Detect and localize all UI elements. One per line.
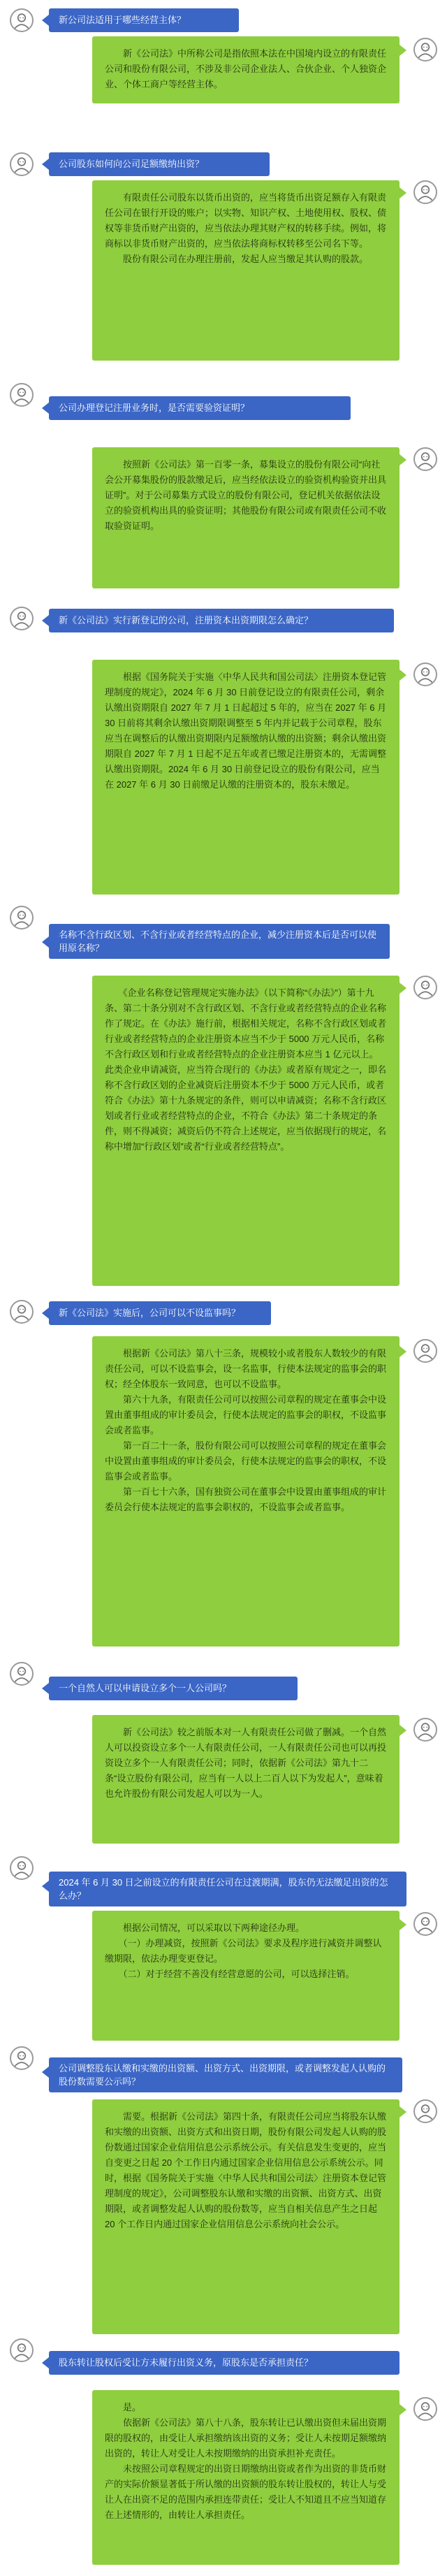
question-tail <box>42 1683 49 1694</box>
answer-bubble: 是。 依据新《公司法》第八十八条，股东转让已认缴出资但未届出资期限的股权的，由受让人承担缴纳该出资的义务；受让人未按期足额缴纳出资的，转让人对受让人未按期缴纳的出资承担补充责任。 未按照公司章程规定的出资日期缴纳出资或者作为出资的非货币财产的实际价额显著低于所认缴的出资额的股东转让股权的，转让人与受让人在出资不足的范围内承担连带责任；受让人不知道且不应当知道存在上述情形的，由转让人承担责任。 <box>92 2390 400 2565</box>
asker-avatar-icon <box>10 383 34 407</box>
question-bubble: 新公司法适用于哪些经营主体？ <box>49 8 239 32</box>
answer-bubble: 新《公司法》较之前版本对一人有限责任公司做了删减。一个自然人可以投资设立多个一人有限责任公司，一人有限责任公司也可以再投资设立多个一人有限责任公司；同时，依据新《公司法》第九十二条“设立股份有限公司，应当有一人以上二百人以下为发起人”，意味着也允许股份有限公司发起人可以为一人。 <box>92 1715 400 1844</box>
question-bubble: 新《公司法》实行新登记的公司，注册资本出资期限怎么确定？ <box>49 609 394 632</box>
asker-avatar-icon <box>10 607 34 630</box>
answerer-avatar-icon <box>413 38 437 61</box>
answer-bubble: 按照新《公司法》第一百零一条，募集设立的股份有限公司“向社会公开募集股份的股款缴足后，应当经依法设立的验资机构验资并出具证明”。对于公司募集方式设立的股份有限公司，登记机关依据依法设立的验资机构出具的验资证明；其他股份有限公司或有限责任公司不收取验资证明。 <box>92 447 400 588</box>
question-tail <box>42 2357 49 2368</box>
answer-bubble: 根据新《公司法》第八十三条，规模较小或者股东人数较少的有限责任公司，可以不设监事会，设一名监事，行使本法规定的监事会的职权；经全体股东一致同意，也可以不设监事。 第六十九条，有限责任公司可以按照公司章程的规定在董事会中设置由董事组成的审计委员会，行使本法规定的监事会的职权，不设监事会或者监事。 第一百二十一条，股份有限公司可以按照公司章程的规定在董事会中设置由董事组成的审计委员会，行使本法规定的监事会的职权，不设监事会或者监事。 第一百七十六条，国有独资公司在董事会中设置由董事组成的审计委员会行使本法规定的监事会职权的，不设监事会或者监事。 <box>92 1336 400 1647</box>
question-tail <box>42 936 49 948</box>
answerer-avatar-icon <box>413 2397 437 2421</box>
answer-bubble: 新《公司法》中所称公司是指依照本法在中国境内设立的有限责任公司和股份有限公司，不涉及非公司企业法人、合伙企业、个人独资企业、个体工商户等经营主体。 <box>92 36 400 103</box>
question-tail <box>42 1308 49 1319</box>
question-tail <box>42 2067 49 2078</box>
answerer-avatar-icon <box>413 447 437 471</box>
answerer-avatar-icon <box>413 1339 437 1363</box>
answer-tail <box>400 187 406 198</box>
answer-tail <box>400 1346 406 1357</box>
question-tail <box>42 159 49 170</box>
question-bubble: 公司办理登记注册业务时，是否需要验资证明？ <box>49 396 351 420</box>
asker-avatar-icon <box>10 8 34 32</box>
answerer-avatar-icon <box>413 976 437 999</box>
answer-tail <box>400 45 406 56</box>
answer-bubble: 有限责任公司股东以货币出资的，应当将货币出资足额存入有限责任公司在银行开设的账户；以实物、知识产权、土地使用权、股权、债权等非货币财产出资的，应当依法办理其财产权的转移手续。例如，将商标以非货币财产出资的，应当依法将商标权转移至公司名下等。 股份有限公司在办理注册前，发起人应当缴足其认购的股款。 <box>92 180 400 361</box>
answerer-avatar-icon <box>413 1718 437 1742</box>
asker-avatar-icon <box>10 2046 34 2070</box>
answer-bubble: 需要。根据新《公司法》第四十条，有限责任公司应当将股东认缴和实缴的出资额、出资方式和出资日期，股份有限公司发起人认购的股份数通过国家企业信用信息公示系统公示。有关信息发生变更的，应当自变更之日起 20 个工作日内通过国家企业信用信息公示系统公示。同时，根据《国务院关于实施〈中华人民共和国公司法〉注册资本登记管理制度的规定》，公司调整股东认缴和实缴的出资额、出资方式、出资期限，或者调整发起人认购的股份数等，应当自相关信息产生之日起 20 个工作日内通过国家企业信用信息公示系统向社会公示。 <box>92 2099 400 2334</box>
question-tail <box>42 615 49 626</box>
answer-tail <box>400 454 406 465</box>
answer-tail <box>400 2404 406 2415</box>
asker-avatar-icon <box>10 2338 34 2362</box>
question-tail <box>42 1881 49 1892</box>
asker-avatar-icon <box>10 1662 34 1686</box>
question-tail <box>42 15 49 26</box>
answer-tail <box>400 670 406 681</box>
question-bubble: 股东转让股权后受让方未履行出资义务，原股东是否承担责任？ <box>49 2351 400 2375</box>
question-bubble: 公司股东如何向公司足额缴纳出资？ <box>49 152 270 176</box>
answer-tail <box>400 1725 406 1736</box>
answer-tail <box>400 2106 406 2118</box>
answer-tail <box>400 983 406 994</box>
question-tail <box>42 403 49 414</box>
answerer-avatar-icon <box>413 2099 437 2123</box>
asker-avatar-icon <box>10 1856 34 1880</box>
question-bubble: 名称不含行政区划、不含行业或者经营特点的企业，减少注册资本后是否可以使用原名称？ <box>49 924 390 959</box>
answer-bubble: 根据《国务院关于实施〈中华人民共和国公司法〉注册资本登记管理制度的规定》，2024 年 6 月 30 日前登记设立的有限责任公司，剩余认缴出资期限自 2027 年 7 月 1 日起超过 5 年的，应当在 2027 年 6 月 30 日前将其剩余认缴出资期限调整至 5 年内并记载于公司章程，股东应当在调整后的认缴出资期限内足额缴纳认缴的出资额；剩余认缴出资期限自 2027 年 7 月 1 日起不足五年或者已缴足注册资本的，无需调整认缴出资期限。2024 年 6 月 30 日前登记设立的股份有限公司，应当在 2027 年 6 月 30 日前缴足认缴的注册资本的，股东未缴足。 <box>92 660 400 895</box>
question-bubble: 新《公司法》实施后，公司可以不设监事吗？ <box>49 1301 271 1325</box>
question-bubble: 一个自然人可以申请设立多个一人公司吗？ <box>49 1677 298 1700</box>
asker-avatar-icon <box>10 152 34 176</box>
asker-avatar-icon <box>10 906 34 929</box>
asker-avatar-icon <box>10 1300 34 1324</box>
answerer-avatar-icon <box>413 1912 437 1936</box>
answer-tail <box>400 1919 406 1930</box>
answer-bubble: 根据公司情况，可以采取以下两种途径办理。 （一）办理减资，按照新《公司法》要求及程序进行减资并调整认缴期限，依法办理变更登记。 （二）对于经营不善没有经营意愿的公司，可以选择注销。 <box>92 1911 400 2041</box>
answer-bubble: 《企业名称登记管理规定实施办法》（以下简称“《办法》”）第十九条、第二十条分别对不含行政区划、不含行业或者经营特点的企业名称作了规定。在《办法》施行前，根据相关规定，名称不含行政区划或者行业或者经营特点的企业注册资本应当不少于 5000 万元人民币，名称不含行政区划和行业或者经营特点的企业注册资本应当 1 亿元以上。此类企业申请减资，应当符合现行的《办法》或者原有规定之一，即名称不含行政区划的企业减资后注册资本不少于 5000 万元人民币，或者符合《办法》第十九条规定的条件，则可以申请减资；名称不含行政区划或者行业或者经营特点的企业，不符合《办法》第二十条规定的条件，则不得减资；减资后仍不符合上述规定，应当依据现行的规定，名称中增加“行政区划”或者“行业或者经营特点”。 <box>92 976 400 1286</box>
question-bubble: 公司调整股东认缴和实缴的出资额、出资方式、出资期限，或者调整发起人认购的股份数需要公示吗？ <box>49 2057 402 2092</box>
question-bubble: 2024 年 6 月 30 日之前设立的有限责任公司在过渡期满，股东仍无法缴足出资的怎么办？ <box>49 1872 406 1906</box>
answerer-avatar-icon <box>413 180 437 204</box>
answerer-avatar-icon <box>413 663 437 686</box>
